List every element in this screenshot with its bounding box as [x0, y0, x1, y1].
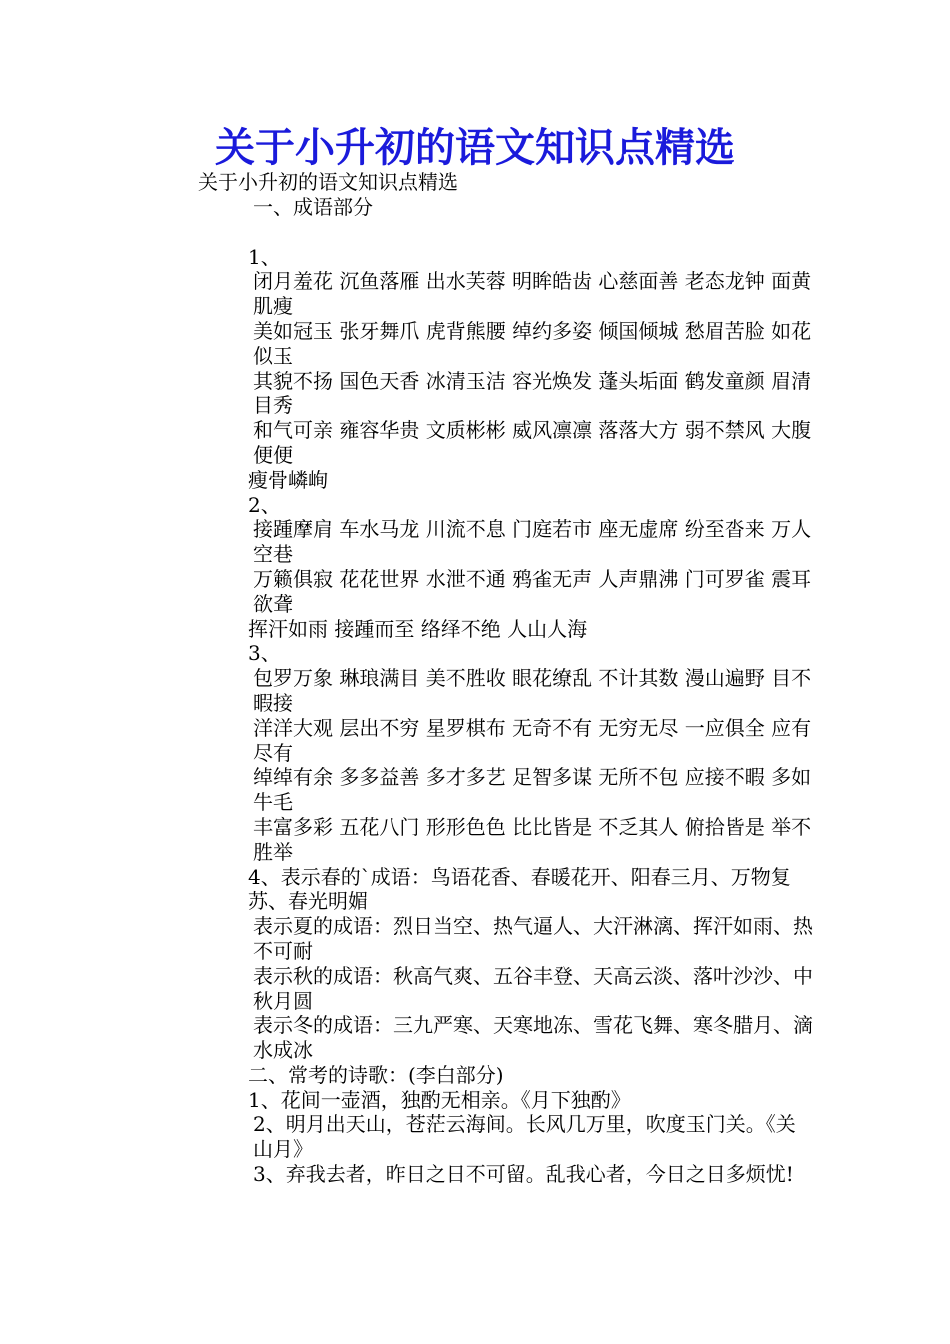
- idiom-line: 接踵摩肩 车水马龙 川流不息 门庭若市 座无虚席 纷至沓来 万人空巷: [253, 517, 812, 567]
- idiom-line: 其貌不扬 国色天香 冰清玉洁 容光焕发 蓬头垢面 鹤发童颜 眉清目秀: [253, 368, 812, 418]
- season-idioms-spring: 4、表示春的`成语：鸟语花香、春暖花开、阳春三月、万物复苏、春光明媚: [248, 864, 791, 914]
- document-title: 关于小升初的语文知识点精选: [215, 124, 735, 171]
- document-subtitle: 关于小升初的语文知识点精选: [198, 170, 458, 194]
- group-number: 2、: [248, 492, 281, 517]
- idiom-line: 万籁俱寂 花花世界 水泄不通 鸦雀无声 人声鼎沸 门可罗雀 震耳欲聋: [253, 566, 812, 616]
- idiom-line: 挥汗如雨 接踵而至 络绎不绝 人山人海: [248, 616, 588, 641]
- group-number: 3、: [248, 641, 281, 666]
- blank-line: [145, 220, 815, 245]
- idiom-line: 绰绰有余 多多益善 多才多艺 足智多谋 无所不包 应接不暇 多如牛毛: [253, 765, 812, 815]
- season-idioms-summer: 表示夏的成语：烈日当空、热气逼人、大汗淋漓、挥汗如雨、热不可耐: [253, 914, 813, 963]
- poem-line: 3、弃我去者，昨日之日不可留。乱我心者，今日之日多烦忧!: [253, 1162, 794, 1187]
- idiom-line: 美如冠玉 张牙舞爪 虎背熊腰 绰约多姿 倾国倾城 愁眉苦脸 如花似玉: [253, 318, 812, 368]
- idiom-line: 瘦骨嶙峋: [248, 467, 328, 492]
- season-idioms-autumn: 表示秋的成语：秋高气爽、五谷丰登、天高云淡、落叶沙沙、中秋月圆: [253, 963, 813, 1013]
- idiom-line: 和气可亲 雍容华贵 文质彬彬 威风凛凛 落落大方 弱不禁风 大腹便便: [253, 418, 812, 467]
- idiom-line: 丰富多彩 五花八门 形形色色 比比皆是 不乏其人 俯拾皆是 举不胜举: [253, 814, 812, 864]
- document-body: [145, 170, 815, 1187]
- section-heading-idioms: 一、成语部分: [253, 194, 373, 219]
- season-idioms-winter: 表示冬的成语：三九严寒、天寒地冻、雪花飞舞、寒冬腊月、滴水成冰: [253, 1013, 813, 1063]
- section-heading-poems: 二、常考的诗歌：(李白部分): [248, 1062, 504, 1087]
- poem-line: 2、明月出天山，苍茫云海间。长风几万里，吹度玉门关。《关山月》: [253, 1112, 796, 1162]
- poem-line: 1、花间一壶酒，独酌无相亲。《月下独酌》: [248, 1087, 631, 1112]
- idiom-line: 洋洋大观 层出不穷 星罗棋布 无奇不有 无穷无尽 一应俱全 应有尽有: [253, 715, 812, 765]
- idiom-line: 闭月羞花 沉鱼落雁 出水芙蓉 明眸皓齿 心慈面善 老态龙钟 面黄肌瘦: [253, 269, 812, 319]
- idiom-line: 包罗万象 琳琅满目 美不胜收 眼花缭乱 不计其数 漫山遍野 目不暇接: [253, 666, 812, 715]
- group-number: 1、: [248, 244, 281, 269]
